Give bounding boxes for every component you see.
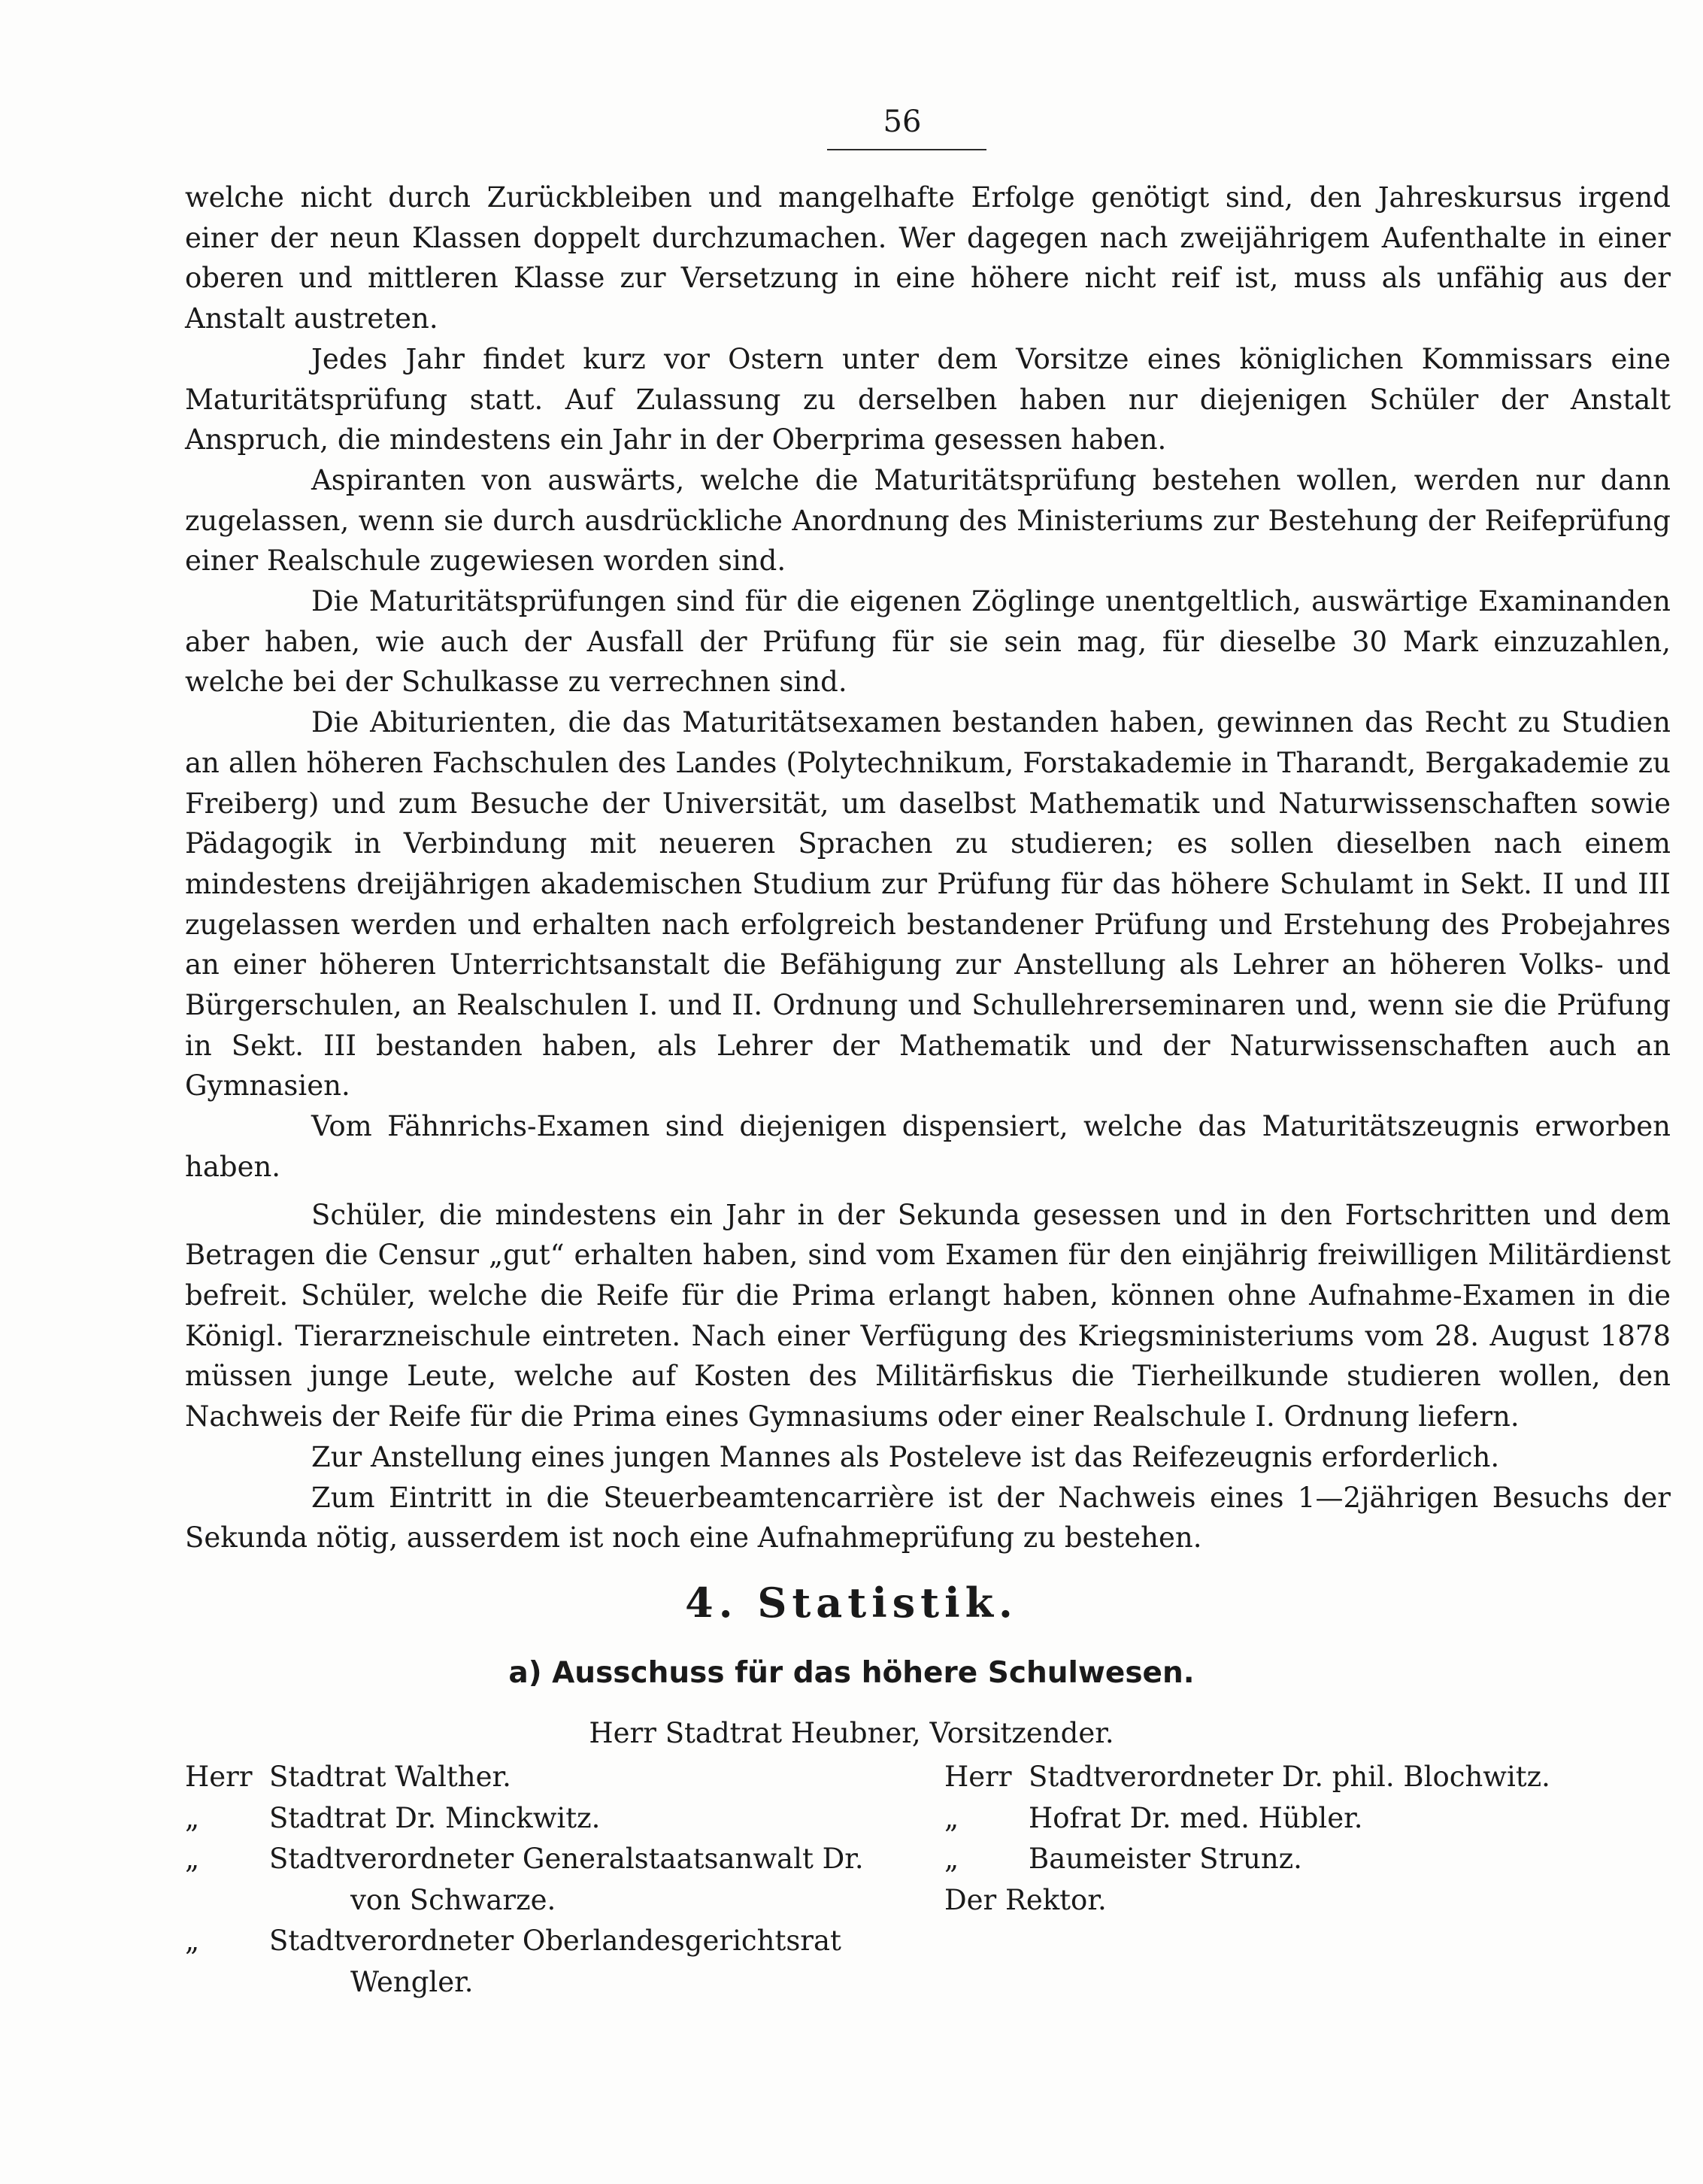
member-entry <box>185 1839 944 1880</box>
page-number-rule <box>827 149 986 150</box>
section-title: 4. Statistik. <box>685 1579 1018 1627</box>
member-entry <box>944 1798 1621 1840</box>
member-name: Baumeister Strunz. <box>1029 1843 1302 1875</box>
member-prefix: „ <box>185 1843 200 1875</box>
member-entry <box>185 1798 944 1840</box>
member-entry <box>944 1880 1621 1922</box>
member-name: Hofrat Dr. med. Hübler. <box>1029 1801 1363 1834</box>
member-prefix: Herr <box>185 1761 253 1793</box>
committee-chair: Herr Stadtrat Heubner, Vorsitzender. <box>589 1717 1114 1749</box>
paragraph: Die Abiturienten, die das Maturitätsexamen bestanden haben, gewinnen das Recht zu Studien an allen höheren Fachschulen des Landes (Polytechnikum, Forstakademie in Tharandt, Bergakademie zu Freiberg) und zum Besuche der Universität, um daselbst Mathematik und Naturwissenschaften sowie Pädagogik in Verbindung mit neueren Sprachen zu studieren; es sollen dieselben nach einem mindestens dreijährigen akademischen Studium zur Prüfung für das höhere Schulamt in Sekt. II und III zugelassen werden und erhalten nach erfolgreich bestandener Prüfung und Erstehung des Probejahres an einer höheren Unterrichtsanstalt die Befähigung zur Anstellung als Lehrer an höheren Volks- und Bürgerschulen, an Realschulen I. und II. Ordnung und Schullehrerseminaren und, wenn sie die Prüfung in Sekt. III bestanden haben, als Lehrer der Mathematik und der Naturwissenschaften auch an Gymnasien. <box>185 706 1671 1103</box>
paragraph: Jedes Jahr findet kurz vor Ostern unter dem Vorsitze eines königlichen Kommissars eine Maturitätsprüfung statt. Auf Zulassung zu derselben haben nur diejenigen Schüler der Anstalt Anspruch, die mindestens ein Jahr in der Oberprima gesessen haben. <box>185 342 1671 457</box>
member-entry <box>185 1921 944 1962</box>
member-name: Stadtverordneter Generalstaatsanwalt Dr. <box>269 1843 864 1875</box>
paragraph: Aspiranten von auswärts, welche die Maturitätsprüfung bestehen wollen, werden nur dann zugelassen, wenn sie durch ausdrückliche Anordnung des Ministeriums zur Bestehung der Reifeprüfung einer Realschule zugewiesen worden sind. <box>185 463 1671 578</box>
paragraph: welche nicht durch Zurückbleiben und mangelhafte Erfolge genötigt sind, den Jahreskursus irgend einer der neun Klassen doppelt durchzumachen. Wer dagegen nach zweijährigem Aufenthalte in einer oberen und mittleren Klasse zur Versetzung in eine höhere nicht reif ist, muss als unfähig aus der Anstalt austreten. <box>185 181 1671 335</box>
member-entry-continuation <box>185 1880 944 1922</box>
paragraph: Schüler, die mindestens ein Jahr in der Sekunda gesessen und in den Fortschritten und dem Betragen die Censur „gut“ erhalten haben, sind vom Examen für den einjährig freiwilligen Militärdienst befreit. Schüler, welche die Reife für die Prima erlangt haben, können ohne Aufnahme-Examen in die Königl. Tierarzneischule eintreten. Nach einer Verfügung des Kriegsministeriums vom 28. August 1878 müssen junge Leute, welche auf Kosten des Militärfiskus die Tierheilkunde studieren wollen, den Nachweis der Reife für die Prima eines Gymnasiums oder einer Realschule I. Ordnung liefern. <box>185 1198 1671 1433</box>
paragraph: Zum Eintritt in die Steuerbeamtencarrière ist der Nachweis eines 1—2jährigen Besuchs der Sekunda nötig, ausserdem ist noch eine Aufnahmeprüfung zu bestehen. <box>185 1481 1671 1555</box>
member-name: Der Rektor. <box>944 1883 1107 1916</box>
member-entry <box>185 1757 944 1798</box>
paragraph: Die Maturitätsprüfungen sind für die eigenen Zöglinge unentgeltlich, auswärtige Examinanden aber haben, wie auch der Ausfall der Prüfung für sie sein mag, für dieselbe 30 Mark einzuzahlen, welche bei der Schulkasse zu verrechnen sind. <box>185 585 1671 699</box>
member-prefix: „ <box>944 1843 959 1875</box>
page-number: 56 <box>883 105 922 139</box>
member-prefix: „ <box>185 1925 200 1957</box>
member-name: Stadtverordneter Oberlandesgerichtsrat <box>269 1925 841 1957</box>
body-text <box>185 177 1671 1558</box>
member-name-continuation: von Schwarze. <box>350 1883 556 1916</box>
member-entry <box>944 1839 1621 1880</box>
members-left-column <box>185 1757 944 2003</box>
paragraph: Vom Fähnrichs-Examen sind diejenigen dispensiert, welche das Maturitätszeugnis erworben haben. <box>185 1110 1671 1183</box>
subsection-title: a) Ausschuss für das höhere Schulwesen. <box>508 1656 1195 1690</box>
members-right-column <box>944 1757 1621 1921</box>
member-name: Stadtverordneter Dr. phil. Blochwitz. <box>1029 1761 1550 1793</box>
member-name: Stadtrat Dr. Minckwitz. <box>269 1801 601 1834</box>
member-prefix: Herr <box>944 1761 1012 1793</box>
member-entry <box>944 1757 1621 1798</box>
member-prefix: „ <box>944 1801 959 1834</box>
member-prefix: „ <box>185 1801 200 1834</box>
member-name-continuation: Wengler. <box>350 1965 474 1998</box>
member-entry-continuation <box>185 1962 944 2004</box>
member-name: Stadtrat Walther. <box>269 1761 511 1793</box>
paragraph: Zur Anstellung eines jungen Mannes als Posteleve ist das Reifezeugnis erforderlich. <box>311 1440 1500 1473</box>
